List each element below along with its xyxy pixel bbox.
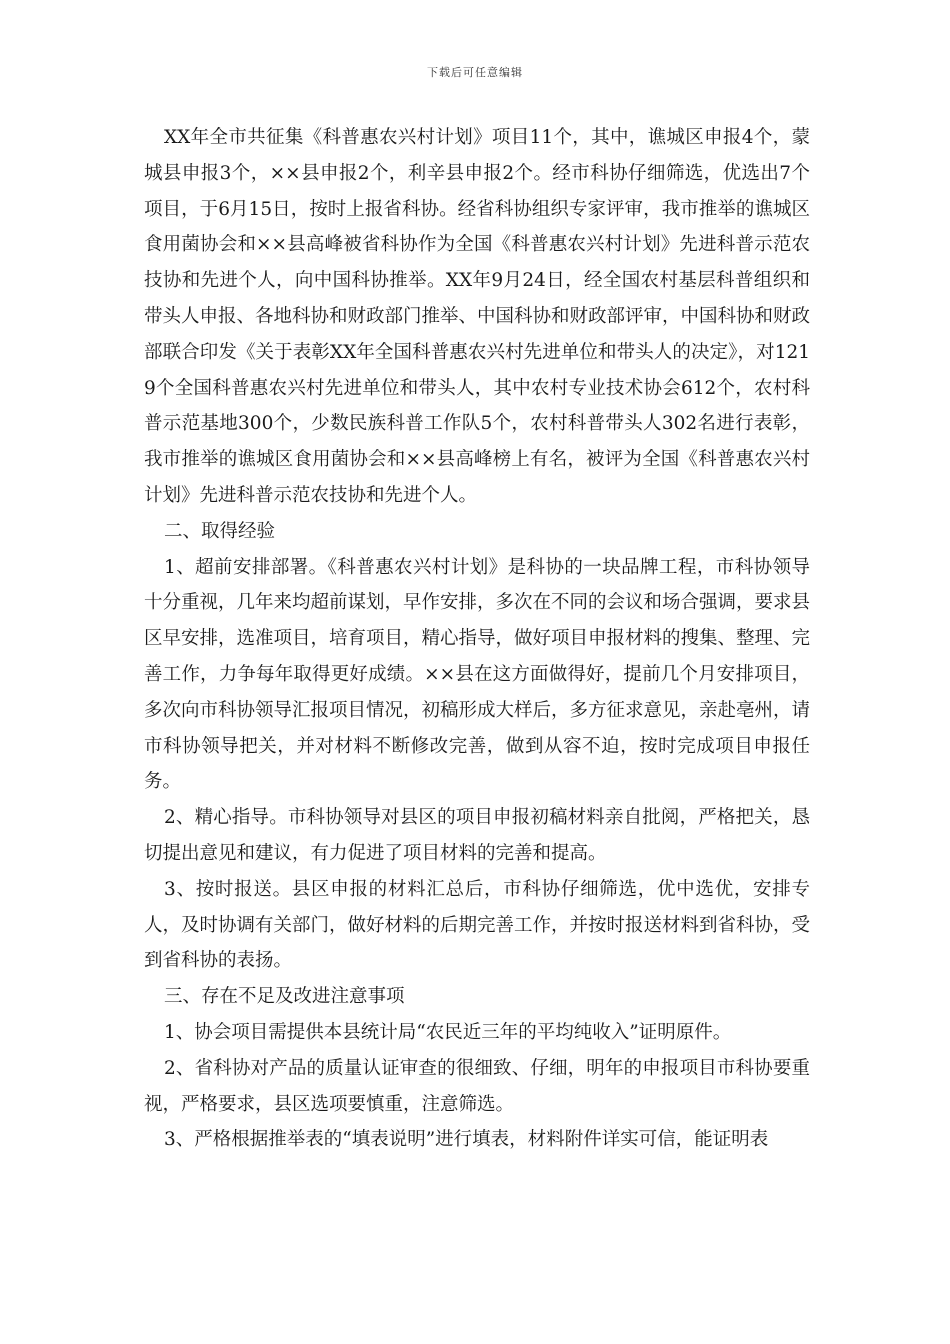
section-heading-shortcomings: 三、存在不足及改进注意事项 [164, 986, 405, 1008]
paragraph-shortcoming-2: 2、省科协对产品的质量认证审查的很细致、仔细，明年的申报项目市科协要重视，严格要求，县区选项要慎重，注意筛选。 [144, 1057, 810, 1115]
paragraph-summary: XX年全市共征集《科普惠农兴村计划》项目11个，其中，谯城区申报4个，蒙城县申报3个，××县申报2个，利辛县申报2个。经市科协仔细筛选，优选出7个项目，于6月15日，按时上报省科协。经省科协组织专家评审，我市推举的谯城区食用菌协会和××县高峰被省科协作为全国《科普惠农兴村计划》先进科普示范农技协和先进个人，向中国科协推举。XX年9月24日，经全国农村基层科普组织和带头人申报、各地科协和财政部门推举、中国科协和财政部评审，中国科协和财政部联合印发《关于表彰XX年全国科普惠农兴村先进单位和带头人的决定》，对1219个全国科普惠农兴村先进单位和带头人，其中农村专业技术协会612个，农村科普示范基地300个，少数民族科普工作队5个，农村科普带头人302名进行表彰，我市推举的谯城区食用菌协会和××县高峰榜上有名，被评为全国《科普惠农兴村计划》先进科普示范农技协和先进个人。 [144, 127, 811, 506]
paragraph-experience-2: 2、精心指导。市科协领导对县区的项目申报初稿材料亲自批阅，严格把关，恳切提出意见和建议，有力促进了项目材料的完善和提高。 [144, 807, 810, 864]
page-header: 下载后可任意编辑 [427, 66, 523, 79]
paragraph-shortcoming-3: 3、严格根据推举表的“填表说明”进行填表，材料附件详实可信，能证明表 [164, 1129, 769, 1151]
document-body [144, 120, 810, 1158]
paragraph-experience-3: 3、按时报送。县区申报的材料汇总后，市科协仔细筛选，优中选优，安排专人，及时协调有关部门，做好材料的后期完善工作，并按时报送材料到省科协，受到省科协的表扬。 [144, 878, 811, 972]
section-heading-experience: 二、取得经验 [164, 520, 276, 542]
paragraph-shortcoming-1: 1、协会项目需提供本县统计局“农民近三年的平均纯收入”证明原件。 [164, 1021, 732, 1043]
paragraph-experience-1: 1、超前安排部署。《科普惠农兴村计划》是科协的一块品牌工程，市科协领导十分重视，几年来均超前谋划，早作安排，多次在不同的会议和场合强调，要求县区早安排，选准项目，培育项目，精心指导，做好项目申报材料的搜集、整理、完善工作，力争每年取得更好成绩。××县在这方面做得好，提前几个月安排项目，多次向市科协领导汇报项目情况，初稿形成大样后，多方征求意见，亲赴亳州，请市科协领导把关，并对材料不断修改完善，做到从容不迫，按时完成项目申报任务。 [144, 556, 811, 793]
